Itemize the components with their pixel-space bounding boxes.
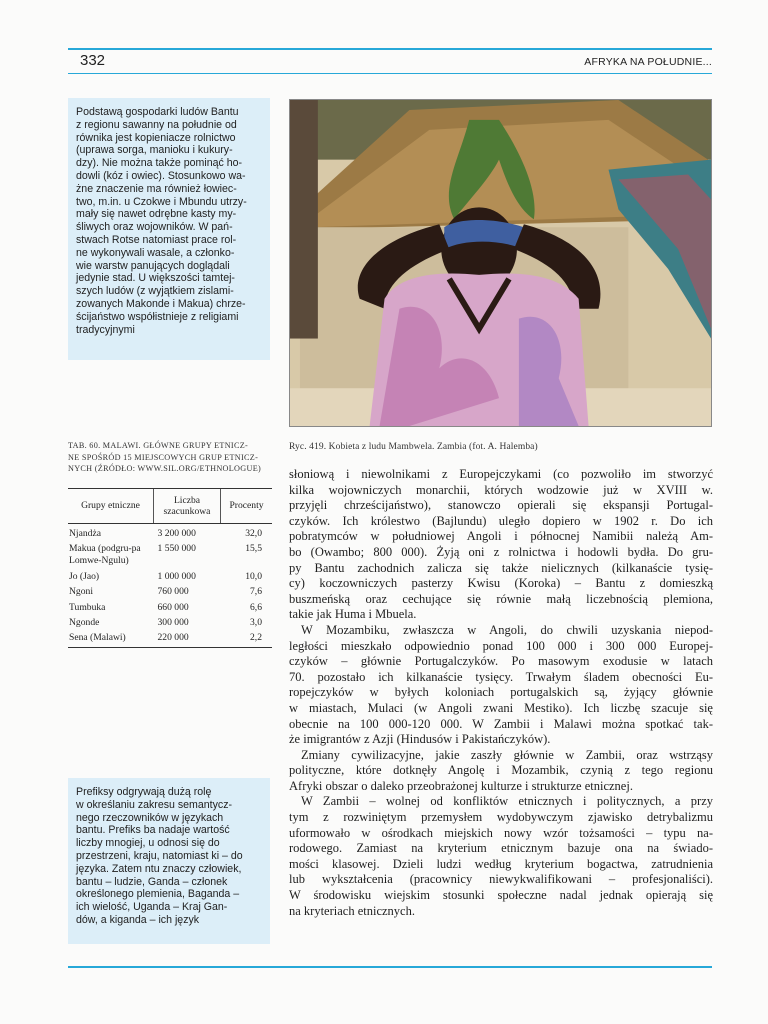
sidebar-line: ścijaństwo współistnieje z religiami xyxy=(76,310,239,323)
body-line: W środowisku wiejskim stosunki społeczne nadal jednak opierają się xyxy=(289,888,713,903)
table-row xyxy=(68,615,272,630)
cell-count: 1 550 000 xyxy=(157,543,196,555)
footer-rule xyxy=(68,966,712,968)
cell-group: Ngoni xyxy=(69,586,93,598)
table-caption-line: NYCH (ŹRÓDŁO: WWW.SIL.ORG/ETHNOLOGUE) xyxy=(68,464,262,473)
body-line: uformowało w ośrodkach miejskich nowy wzór tożsamości – typu na- xyxy=(289,825,713,840)
sidebar-line: w określaniu zakresu semantycz- xyxy=(76,798,233,811)
column-header-groups: Grupy etniczne xyxy=(81,500,140,512)
sidebar-line: z regionu sawanny na południe od xyxy=(76,118,237,131)
sidebar-line: szych ludów (z wyjątkiem zislami- xyxy=(76,285,234,298)
photo-mambwela-woman xyxy=(289,99,712,427)
cell-count: 1 000 000 xyxy=(157,571,196,583)
body-line: czyków. Ich królestwo (Bajlundu) uległo dopiero w 1902 r. Do ich xyxy=(289,513,713,528)
cell-group: Makua (podgru-pa Lomwe-Ngulu) xyxy=(69,543,141,567)
sidebar-line: zowanych Makonde i Makua) chrze- xyxy=(76,297,246,310)
body-line: Afryki obszar o daleko przeobrażonej kulturze i strukturze etnicznej. xyxy=(289,778,633,793)
body-line: przyjęli chrześcijaństwo), stanowczo opierali się ekspansji Portugal- xyxy=(289,498,713,513)
cell-count: 660 000 xyxy=(157,601,189,613)
sidebar-box-prefixes xyxy=(68,778,270,944)
cell-group: Tumbuka xyxy=(69,601,106,613)
body-line: py Bantu zachodnich zalicza się także nielicznych (kilkanaście tysię- xyxy=(289,560,713,575)
photo-illustration xyxy=(290,100,711,426)
sidebar-line: jedynie stad. U większości tamtej- xyxy=(76,272,235,285)
sidebar-line: tradycyjnymi xyxy=(76,323,135,336)
sidebar-line: nego rzeczowników w językach xyxy=(76,811,224,824)
sidebar-box-economy xyxy=(68,98,270,360)
cell-count: 220 000 xyxy=(157,632,189,644)
sidebar-line: bantu. Prefiks ba nadaje wartość xyxy=(76,824,230,837)
header-rule-thin xyxy=(68,73,712,74)
sidebar-line: ne wykonywali wasale, a członko- xyxy=(76,246,235,259)
sidebar-line: równika jest kopieniacze rolnictwo xyxy=(76,131,236,144)
sidebar-line: śliwych oraz wojowników. W pań- xyxy=(76,221,233,234)
body-line: bo (Owambo; 800 000). Żyją oni z rolnictwa i hodowli bydła. Do gru- xyxy=(289,544,713,559)
sidebar-line: stwach Rotse natomiast prace rol- xyxy=(76,233,237,246)
photo-caption: Ryc. 419. Kobieta z ludu Mambwela. Zambia (fot. A. Halemba) xyxy=(289,442,538,452)
cell-percent: 10,0 xyxy=(245,571,262,583)
sidebar-line: dzy). Nie można także pominąć ho- xyxy=(76,157,243,170)
body-line: ropejczyków w byłych koloniach portugalskich są, żyjący głównie xyxy=(289,685,713,700)
body-line: 70. pozostało ich kilkanaście tysięcy. Trwałym śladem obecności Eu- xyxy=(289,669,713,684)
body-line: cy) koczowniczych pasterzy Kwisu (Koroka) – Bantu z domieszką xyxy=(289,576,713,591)
table-header xyxy=(68,488,272,524)
sidebar-line: ich wielość, Uganda – Kraj Gan- xyxy=(76,901,228,914)
sidebar-line: przestrzeni, kraju, natomiast ki – do xyxy=(76,849,243,862)
page-number: 332 xyxy=(80,52,106,69)
main-text-column xyxy=(289,467,713,919)
table-row xyxy=(68,630,272,645)
table-body xyxy=(68,524,272,648)
cell-percent: 2,2 xyxy=(250,632,262,644)
table-caption-line: TAB. 60. MALAWI. GŁÓWNE GRUPY ETNICZ- xyxy=(68,441,249,450)
cell-count: 3 200 000 xyxy=(157,528,196,539)
column-header-percent: Procenty xyxy=(220,489,272,523)
sidebar-line: żne znaczenie ma również łowiec- xyxy=(76,182,237,195)
cell-percent: 15,5 xyxy=(245,543,262,555)
sidebar-line: (uprawa sorga, manioku i kukury- xyxy=(76,144,233,157)
sidebar-line: Podstawą gospodarki ludów Bantu xyxy=(76,106,239,118)
sidebar-line: języka. Zatem ntu znaczy człowiek, xyxy=(76,862,242,875)
cell-group: Njandża xyxy=(69,528,101,539)
column-header-count: Liczba szacunkowa xyxy=(153,489,220,523)
body-line: rodowego. Zamiast na kryterium etnicznym bazuje ona na świado- xyxy=(289,841,713,856)
body-line: w miastach, Mulaci (w Angoli zwani Mestiko). Ich liczbę szacuje się xyxy=(289,700,713,715)
cell-group: Jo (Jao) xyxy=(69,571,100,583)
sidebar-line: two, m.in. u Czokwe i Mbundu utrzy- xyxy=(76,195,247,208)
body-line: że imigrantów z Azji (Hindusów i Pakistańczyków). xyxy=(289,732,551,747)
cell-group: Ngonde xyxy=(69,616,100,628)
ethnic-groups-table xyxy=(68,488,272,648)
body-line: W Zambii – wolnej od konfliktów etnicznych i politycznych, a przy xyxy=(301,794,713,809)
header-rule xyxy=(68,48,712,50)
body-line: na kryteriach etnicznych. xyxy=(289,903,415,918)
cell-percent: 6,6 xyxy=(250,601,262,613)
body-line: buszmeńską oraz cechujące się równie małą liczebnością plemiona, xyxy=(289,591,713,606)
sidebar-line: dowli (kóz i owiec). Stosunkowo wa- xyxy=(76,169,246,182)
sidebar-line: liczby mnogiej, u odnosi się do xyxy=(76,837,220,850)
cell-percent: 3,0 xyxy=(250,616,262,628)
cell-count: 760 000 xyxy=(157,586,189,598)
table-row xyxy=(68,541,272,569)
body-line: obecnie na 100 000-120 000. W Zambii i Malawi można spotkać tak- xyxy=(289,716,713,731)
sidebar-line: dów, a kiganda – ich język xyxy=(76,913,200,926)
cell-percent: 7,6 xyxy=(250,586,262,598)
body-line: tym z rozwiniętym przemysłem wydobywczym zjawisko detrybalizmu xyxy=(289,810,713,825)
body-line: takie jak Huma i Mbuela. xyxy=(289,607,417,622)
body-line: pobratymców w południowej Angoli i północnej Namibii należą Am- xyxy=(289,529,713,544)
cell-count: 300 000 xyxy=(157,616,189,628)
table-caption-line: NE SPOŚRÓD 15 MIEJSCOWYCH GRUP ETNICZ- xyxy=(68,452,259,462)
body-line: Zmiany cywilizacyjne, jakie zaszły głównie w Zambii, oraz wstrząsy xyxy=(301,747,713,762)
body-line: polityczne, które dotknęły Angolę i Mozambik, czynią z tego regionu xyxy=(289,763,713,778)
sidebar-line: określonego plemienia, Baganda – xyxy=(76,888,240,901)
running-head: AFRYKA NA POŁUDNIE... xyxy=(584,56,712,68)
body-line: W Mozambiku, zwłaszcza w Angoli, do chwili uzyskania niepod- xyxy=(301,622,713,637)
table-row xyxy=(68,569,272,584)
body-line: czyków – głównie Portugalczyków. Po masowym exodusie w latach xyxy=(289,654,713,669)
cell-group: Sena (Malawi) xyxy=(69,632,126,644)
sidebar-line: wie warstw panujących doglądali xyxy=(76,259,230,272)
body-line: mości klasowej. Dzieli ludzi według kryterium bogactwa, zatrudnienia xyxy=(289,856,713,871)
body-line: słoniową i niewolnikami z Europejczykami (co pozwoliło im stworzyć xyxy=(289,467,713,481)
body-line: ległości mieszkało odpowiednio ponad 100 000 i 300 000 Europej- xyxy=(289,638,713,653)
sidebar-line: mały się nawet odrębne kasty my- xyxy=(76,208,237,221)
table-row xyxy=(68,526,272,541)
body-line: lub wykształcenia (pracownicy niewykwalifikowani – profesjonaliści). xyxy=(289,872,713,887)
table-row xyxy=(68,584,272,599)
sidebar-line: bantu – ludzie, Ganda – członek xyxy=(76,875,228,888)
cell-percent: 32,0 xyxy=(245,528,262,539)
table-row xyxy=(68,600,272,615)
sidebar-line: Prefiksy odgrywają dużą rolę xyxy=(76,786,212,798)
body-line: kilka wojowniczych monarchii, których wodzowie już w XVIII w. xyxy=(289,482,713,497)
table-caption xyxy=(68,440,272,475)
